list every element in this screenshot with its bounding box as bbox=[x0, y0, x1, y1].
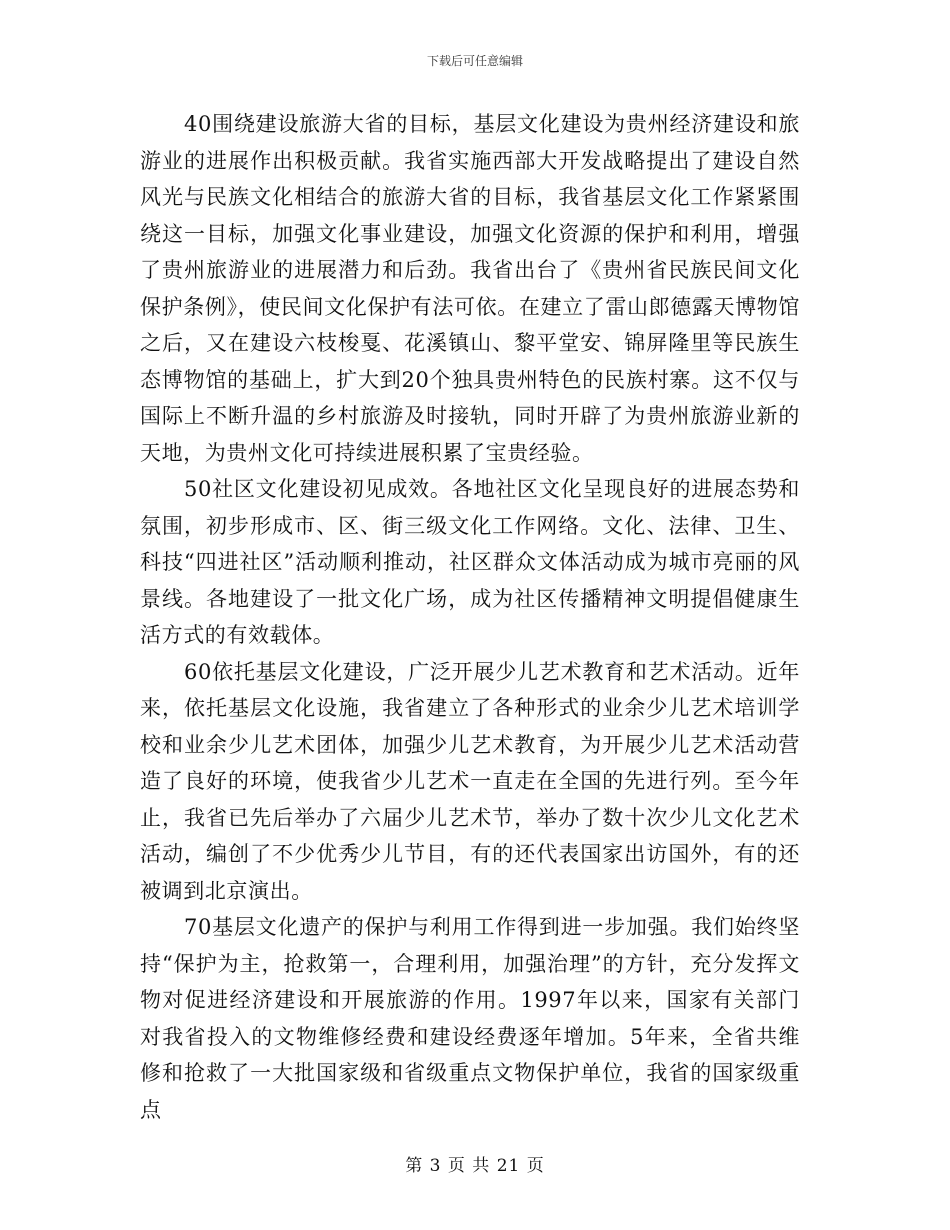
paragraph-heritage-protection: 70基层文化遗产的保护与利用工作得到进一步加强。我们始终坚持“保护为主，抢救第一，合理利用，加强治理”的方针，充分发挥文物对促进经济建设和开展旅游的作用。1997年以来，国家有关部门对我省投入的文物维修经费和建设经费逐年增加。5年来，全省共维修和抢救了一大批国家级和省级重点文物保护单位，我省的国家级重点 bbox=[140, 915, 800, 1122]
page-number-footer: 第 3 页 共 21 页 bbox=[405, 1156, 545, 1176]
paragraph-youth-arts: 60依托基层文化建设，广泛开展少儿艺术教育和艺术活动。近年来，依托基层文化设施，我省建立了各种形式的业余少儿艺术培训学校和业余少儿艺术团体，加强少儿艺术教育，为开展少儿艺术活动营造了良好的环境，使我省少儿艺术一直走在全国的先进行列。至今年止，我省已先后举办了六届少儿艺术节，举办了数十次少儿文化艺术活动，编创了不少优秀少儿节目，有的还代表国家出访国外，有的还被调到北京演出。 bbox=[140, 659, 800, 903]
paragraph-tourism: 40围绕建设旅游大省的目标，基层文化建设为贵州经济建设和旅游业的进展作出积极贡献。我省实施西部大开发战略提出了建设自然风光与民族文化相结合的旅游大省的目标，我省基层文化工作紧紧围绕这一目标，加强文化事业建设，加强文化资源的保护和利用，增强了贵州旅游业的进展潜力和后劲。我省出台了《贵州省民族民间文化保护条例》，使民间文化保护有法可依。在建立了雷山郎德露天博物馆之后，又在建设六枝梭戛、花溪镇山、黎平堂安、锦屏隆里等民族生态博物馆的基础上，扩大到20个独具贵州特色的民族村寨。这不仅与国际上不断升温的乡村旅游及时接轨，同时开辟了为贵州旅游业新的天地，为贵州文化可持续进展积累了宝贵经验。 bbox=[140, 112, 800, 465]
paragraph-community-culture: 50社区文化建设初见成效。各地社区文化呈现良好的进展态势和氛围，初步形成市、区、街三级文化工作网络。文化、法律、卫生、科技“四进社区”活动顺利推动，社区群众文体活动成为城市亮丽的风景线。各地建设了一批文化广场，成为社区传播精神文明提倡健康生活方式的有效载体。 bbox=[140, 477, 800, 647]
document-body bbox=[140, 106, 800, 1128]
page-header: 下载后可任意编辑 bbox=[426, 54, 523, 68]
